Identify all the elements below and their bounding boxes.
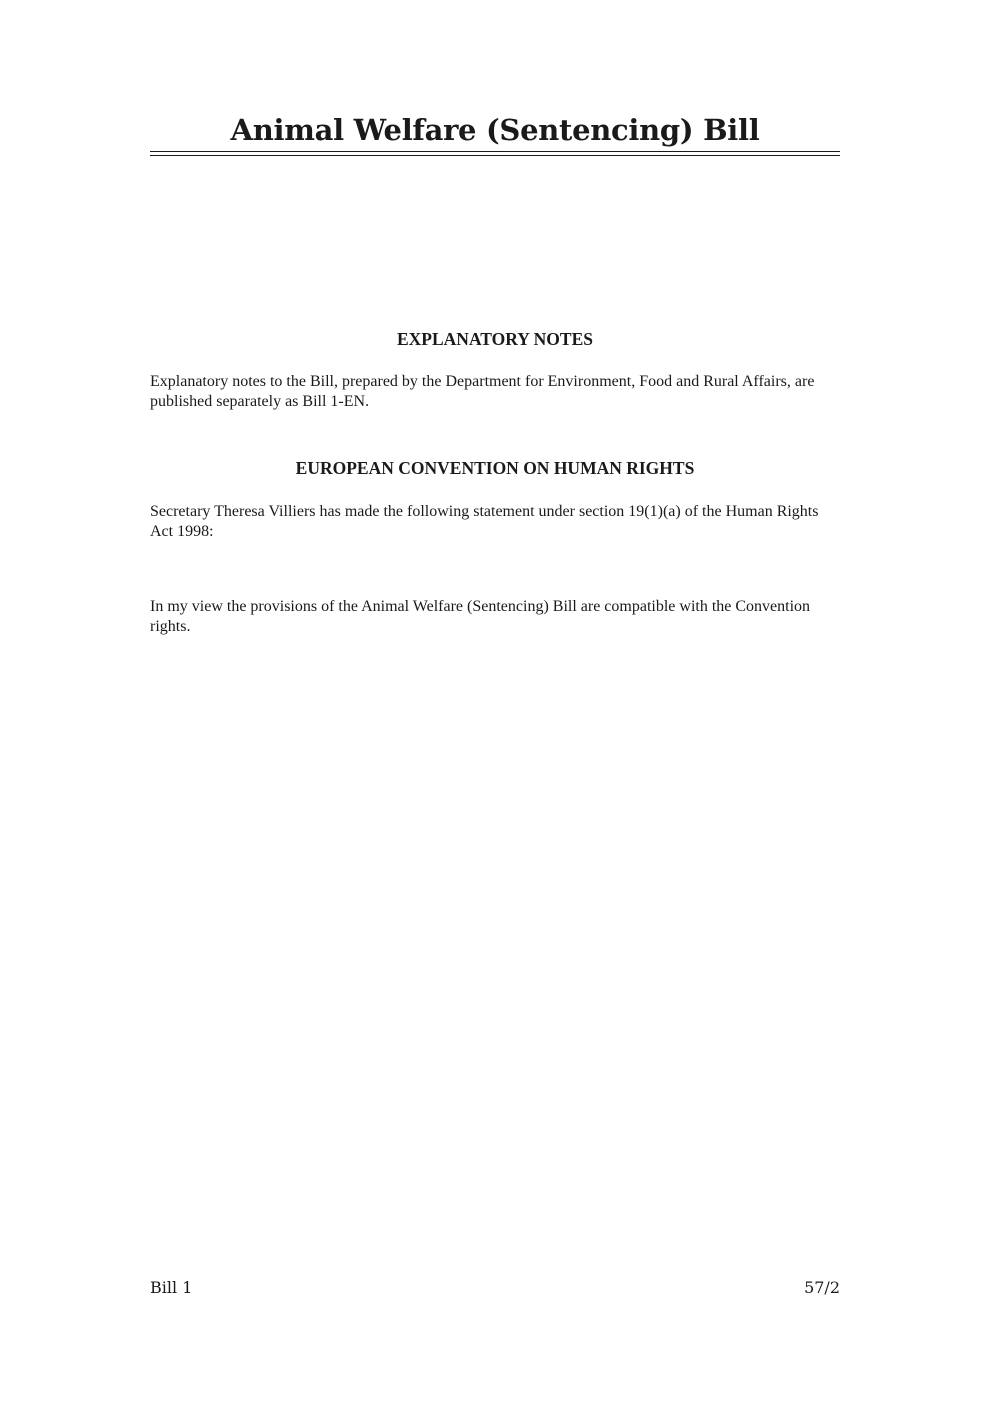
document-title: Animal Welfare (Sentencing) Bill [230,113,760,147]
footer-bill-number: Bill 1 [150,1278,193,1297]
title-rule-top [150,151,840,152]
echr-heading: EUROPEAN CONVENTION ON HUMAN RIGHTS [295,458,695,478]
echr-intro-text: Secretary Theresa Villiers has made the following statement under section 19(1)(a) of the Human Rights Act 1998: [150,503,819,540]
explanatory-notes-heading: EXPLANATORY NOTES [397,329,593,349]
footer-reference: 57/2 [804,1278,840,1297]
explanatory-notes-text: Explanatory notes to the Bill, prepared by the Department for Environment, Food and Rural Affairs, are published separately as Bill 1-EN. [150,373,815,410]
title-rule-bottom [150,155,840,156]
echr-statement-text: In my view the provisions of the Animal Welfare (Sentencing) Bill are compatible with the Convention rights. [150,598,811,635]
